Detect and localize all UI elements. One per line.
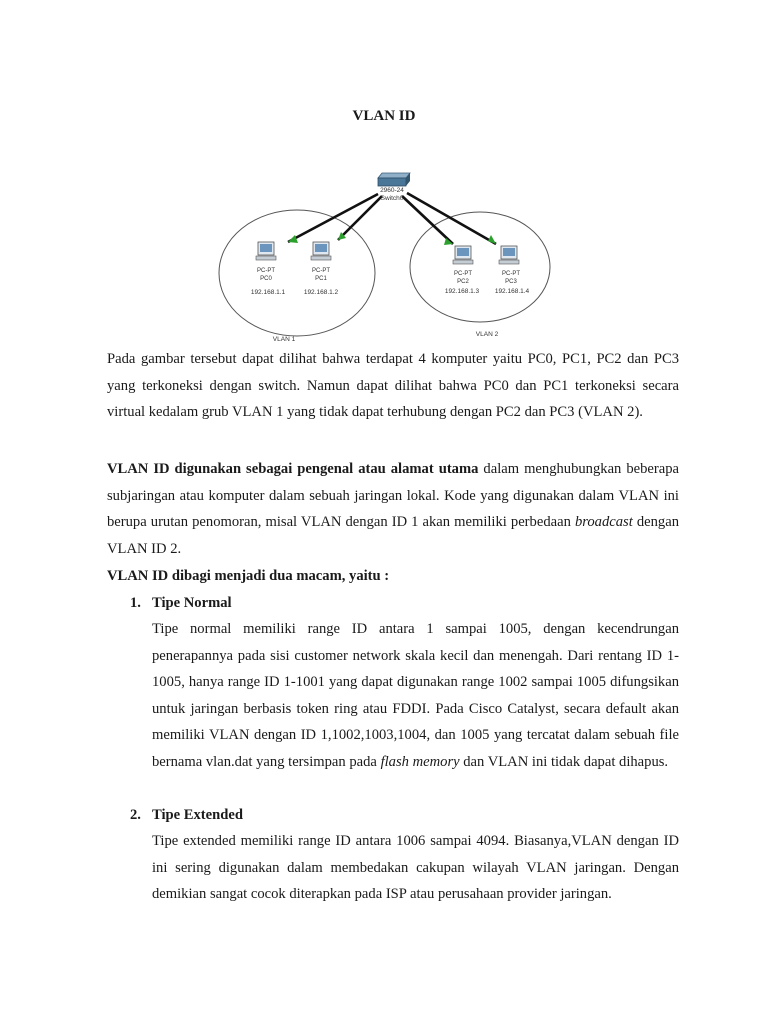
paragraph-vlan-id bbox=[107, 456, 679, 562]
vlan1-ellipse bbox=[219, 210, 375, 336]
pc3-type: PC-PT bbox=[502, 271, 520, 277]
paragraph-text: Tipe extended memiliki range ID antara 1006 sampai 4094. Biasanya,VLAN dengan ID ini sering digunakan dalam membedakan cakupan wilayah VLAN jaringan. Dengan demikian sangat cocok diterapkan pada ISP atau perusahaan provider jaringan. bbox=[152, 833, 679, 902]
link-switch-pc3 bbox=[407, 193, 496, 244]
link-switch-pc2 bbox=[402, 196, 453, 244]
pc0-type: PC-PT bbox=[257, 268, 275, 274]
vlan2-label: VLAN 2 bbox=[475, 331, 499, 338]
vlan2-ellipse bbox=[410, 212, 550, 322]
paragraph-text: dalam menghubungkan beberapa subjaringan atau komputer dalam sebuah jaringan lokal. Kode yang digunakan dalam VLAN ini berupa urutan penomoran, misal VLAN dengan ID 1 akan memiliki perbedaan bbox=[107, 461, 679, 530]
paragraph-text: Tipe normal memiliki range ID antara 1 sampai 1005, dengan kecendrungan penerapannya pada sisi customer network skala kecil dan menengah. Dari rentang ID 1-1005, hanya range ID 1-1001 yang dapat digunakan range 1002 sampai 1005 difungsikan untuk jaringan berbasis token ring atau FDDI. Pada Cisco Catalyst, secara default akan memiliki VLAN dengan ID 1,1002,1003,1004, dan 1005 yang tercatat dalam sebuah file bernama vlan.dat yang tersimpan pada bbox=[152, 621, 679, 770]
computer-icon bbox=[256, 242, 276, 260]
pc2-name: PC2 bbox=[457, 279, 469, 285]
list-number: 1. bbox=[130, 595, 141, 611]
computer-icon bbox=[453, 246, 473, 264]
pc1-name: PC1 bbox=[315, 276, 327, 282]
pc1-ip: 192.168.1.2 bbox=[303, 289, 339, 296]
vlan1-label: VLAN 1 bbox=[272, 336, 296, 343]
switch-icon bbox=[378, 173, 410, 186]
bold-lead: VLAN ID digunakan sebagai pengenal atau alamat utama bbox=[107, 461, 479, 477]
pc3-name: PC3 bbox=[505, 279, 517, 285]
paragraph-intro: Pada gambar tersebut dapat dilihat bahwa terdapat 4 komputer yaitu PC0, PC1, PC2 dan PC3 yang terkoneksi dengan switch. Namun dapat dilihat bahwa PC0 dan PC1 terkoneksi secara virtual kedalam grub VLAN 1 yang tidak dapat terhubung dengan PC2 dan PC3 (VLAN 2). bbox=[107, 351, 679, 420]
section-heading: VLAN ID dibagi menjadi dua macam, yaitu : bbox=[107, 568, 390, 584]
paragraph-text: dengan VLAN ID 2. bbox=[107, 514, 679, 557]
paragraph-text: dan VLAN ini tidak dapat dihapus. bbox=[459, 753, 669, 770]
list-body-extended bbox=[152, 828, 679, 908]
italic-term: broadcast bbox=[574, 514, 633, 530]
list-number: 2. bbox=[130, 807, 141, 823]
pc0-ip: 192.168.1.1 bbox=[250, 289, 286, 296]
computer-icon bbox=[499, 246, 519, 264]
pc2-ip: 192.168.1.3 bbox=[444, 288, 480, 295]
pc1-type: PC-PT bbox=[312, 268, 330, 274]
page-title: VLAN ID bbox=[352, 108, 416, 124]
list-heading-normal: Tipe Normal bbox=[152, 595, 232, 611]
list-heading-extended: Tipe Extended bbox=[152, 807, 243, 823]
computer-icon bbox=[311, 242, 331, 260]
italic-term: flash memory bbox=[380, 753, 460, 770]
switch-model: 2960-24 bbox=[380, 187, 404, 194]
network-diagram bbox=[210, 160, 590, 350]
pc3-ip: 192.168.1.4 bbox=[494, 288, 530, 295]
pc2-type: PC-PT bbox=[454, 271, 472, 277]
list-body-normal bbox=[152, 616, 679, 775]
link-switch-pc0 bbox=[288, 194, 378, 242]
switch-name: Switch0 bbox=[380, 195, 404, 202]
pc0-name: PC0 bbox=[260, 276, 272, 282]
